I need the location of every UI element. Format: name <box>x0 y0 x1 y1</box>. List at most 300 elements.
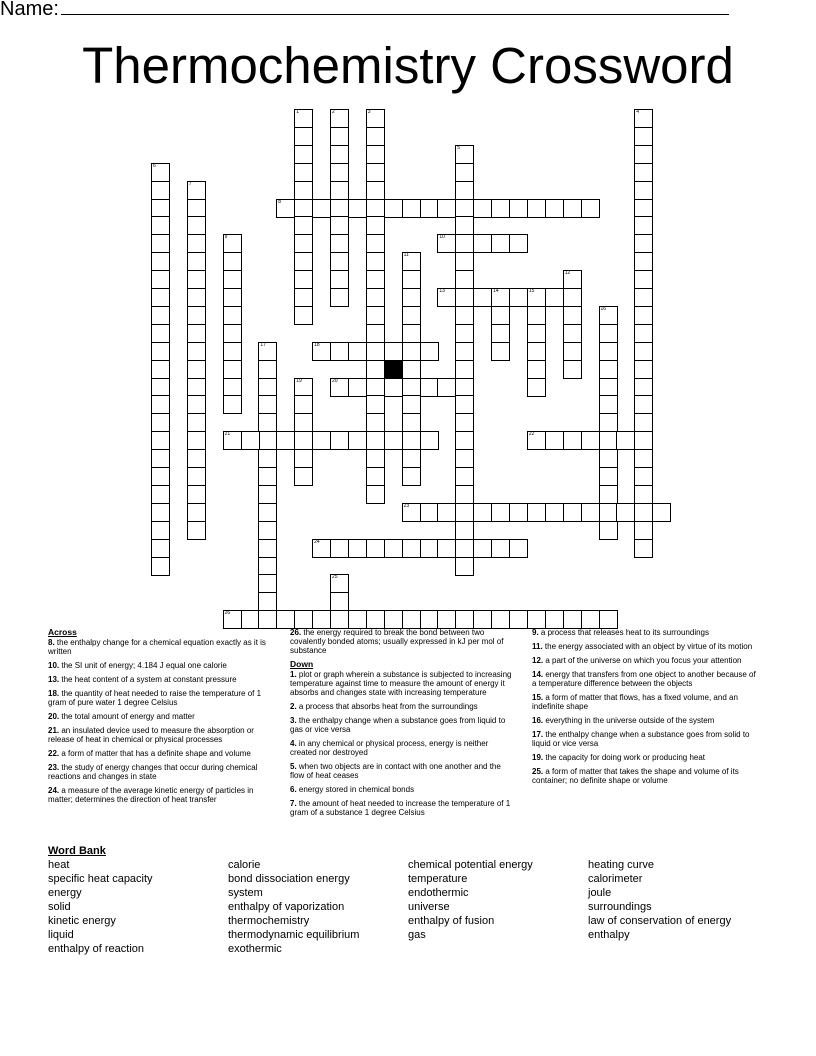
grid-cell[interactable] <box>187 234 206 253</box>
grid-cell[interactable] <box>634 306 653 325</box>
grid-cell[interactable] <box>491 288 510 307</box>
grid-cell[interactable] <box>151 199 170 218</box>
grid-cell[interactable] <box>366 216 385 235</box>
grid-cell[interactable] <box>151 557 170 576</box>
grid-cell[interactable] <box>599 467 618 486</box>
grid-cell[interactable] <box>634 342 653 361</box>
grid-cell[interactable] <box>223 252 242 271</box>
grid-cell[interactable] <box>634 413 653 432</box>
grid-cell[interactable] <box>563 306 582 325</box>
grid-cell[interactable] <box>187 270 206 289</box>
grid-cell[interactable] <box>634 288 653 307</box>
grid-cell[interactable] <box>330 145 349 164</box>
grid-cell[interactable] <box>366 252 385 271</box>
grid-cell[interactable] <box>455 395 474 414</box>
grid-cell[interactable] <box>634 145 653 164</box>
grid-cell[interactable] <box>437 234 456 253</box>
grid-cell[interactable] <box>455 163 474 182</box>
grid-cell[interactable] <box>634 431 653 450</box>
grid-cell[interactable] <box>312 199 331 218</box>
grid-cell[interactable] <box>348 342 367 361</box>
grid-cell[interactable] <box>330 163 349 182</box>
grid-cell[interactable] <box>491 234 510 253</box>
grid-cell[interactable] <box>437 199 456 218</box>
grid-cell[interactable] <box>545 288 564 307</box>
grid-cell[interactable] <box>402 431 421 450</box>
grid-cell[interactable] <box>599 395 618 414</box>
grid-cell[interactable] <box>258 610 277 629</box>
grid-cell[interactable] <box>563 270 582 289</box>
grid-cell[interactable] <box>348 199 367 218</box>
grid-cell[interactable] <box>151 252 170 271</box>
grid-cell[interactable] <box>455 485 474 504</box>
grid-cell[interactable] <box>330 288 349 307</box>
grid-cell[interactable] <box>616 503 635 522</box>
grid-cell[interactable] <box>151 181 170 200</box>
grid-cell[interactable] <box>151 324 170 343</box>
grid-cell[interactable] <box>527 503 546 522</box>
grid-cell[interactable] <box>402 413 421 432</box>
grid-cell[interactable] <box>330 574 349 593</box>
grid-cell[interactable] <box>634 199 653 218</box>
grid-cell[interactable] <box>151 270 170 289</box>
grid-cell[interactable] <box>294 467 313 486</box>
grid-cell[interactable] <box>437 378 456 397</box>
grid-cell[interactable] <box>599 521 618 540</box>
grid-cell[interactable] <box>509 539 528 558</box>
grid-cell[interactable] <box>151 378 170 397</box>
grid-cell[interactable] <box>294 109 313 128</box>
grid-cell[interactable] <box>294 270 313 289</box>
grid-cell[interactable] <box>634 127 653 146</box>
grid-cell[interactable] <box>384 539 403 558</box>
grid-cell[interactable] <box>312 342 331 361</box>
grid-cell[interactable] <box>581 503 600 522</box>
grid-cell[interactable] <box>527 324 546 343</box>
grid-cell[interactable] <box>402 503 421 522</box>
grid-cell[interactable] <box>652 503 671 522</box>
grid-cell[interactable] <box>491 539 510 558</box>
grid-cell[interactable] <box>366 342 385 361</box>
grid-cell[interactable] <box>402 252 421 271</box>
grid-cell[interactable] <box>258 485 277 504</box>
grid-cell[interactable] <box>420 539 439 558</box>
grid-cell[interactable] <box>455 288 474 307</box>
grid-cell[interactable] <box>599 360 618 379</box>
grid-cell[interactable] <box>545 503 564 522</box>
grid-cell[interactable] <box>563 610 582 629</box>
grid-cell[interactable] <box>366 485 385 504</box>
grid-cell[interactable] <box>223 234 242 253</box>
grid-cell[interactable] <box>366 324 385 343</box>
grid-cell[interactable] <box>527 610 546 629</box>
grid-cell[interactable] <box>455 306 474 325</box>
grid-cell[interactable] <box>366 145 385 164</box>
grid-cell[interactable] <box>151 503 170 522</box>
grid-cell[interactable] <box>509 288 528 307</box>
grid-cell[interactable] <box>294 413 313 432</box>
grid-cell[interactable] <box>473 288 492 307</box>
grid-cell[interactable] <box>402 378 421 397</box>
grid-cell[interactable] <box>563 503 582 522</box>
grid-cell[interactable] <box>473 199 492 218</box>
grid-cell[interactable] <box>509 610 528 629</box>
grid-cell[interactable] <box>402 360 421 379</box>
grid-cell[interactable] <box>187 395 206 414</box>
grid-cell[interactable] <box>330 216 349 235</box>
grid-cell[interactable] <box>330 234 349 253</box>
grid-cell[interactable] <box>151 216 170 235</box>
grid-cell[interactable] <box>366 234 385 253</box>
grid-cell[interactable] <box>437 503 456 522</box>
grid-cell[interactable] <box>402 467 421 486</box>
grid-cell[interactable] <box>473 234 492 253</box>
grid-cell[interactable] <box>455 181 474 200</box>
grid-cell[interactable] <box>294 395 313 414</box>
grid-cell[interactable] <box>527 288 546 307</box>
grid-cell[interactable] <box>294 199 313 218</box>
grid-cell[interactable] <box>151 234 170 253</box>
grid-cell[interactable] <box>455 503 474 522</box>
grid-cell[interactable] <box>187 342 206 361</box>
grid-cell[interactable] <box>223 610 242 629</box>
grid-cell[interactable] <box>509 503 528 522</box>
grid-cell[interactable] <box>563 360 582 379</box>
grid-cell[interactable] <box>634 395 653 414</box>
grid-cell[interactable] <box>599 610 618 629</box>
grid-cell[interactable] <box>634 378 653 397</box>
grid-cell[interactable] <box>330 592 349 611</box>
grid-cell[interactable] <box>599 378 618 397</box>
grid-cell[interactable] <box>402 306 421 325</box>
grid-cell[interactable] <box>294 288 313 307</box>
grid-cell[interactable] <box>455 342 474 361</box>
grid-cell[interactable] <box>634 181 653 200</box>
grid-cell[interactable] <box>599 342 618 361</box>
grid-cell[interactable] <box>366 199 385 218</box>
grid-cell[interactable] <box>366 288 385 307</box>
grid-cell[interactable] <box>223 324 242 343</box>
grid-cell[interactable] <box>187 288 206 307</box>
grid-cell[interactable] <box>527 342 546 361</box>
grid-cell[interactable] <box>599 485 618 504</box>
grid-cell[interactable] <box>491 306 510 325</box>
grid-cell[interactable] <box>402 199 421 218</box>
grid-cell[interactable] <box>330 109 349 128</box>
grid-cell[interactable] <box>151 306 170 325</box>
grid-cell[interactable] <box>151 288 170 307</box>
grid-cell[interactable] <box>455 557 474 576</box>
grid-cell[interactable] <box>276 431 295 450</box>
grid-cell[interactable] <box>258 413 277 432</box>
grid-cell[interactable] <box>402 288 421 307</box>
grid-cell[interactable] <box>258 467 277 486</box>
grid-cell[interactable] <box>187 360 206 379</box>
grid-cell[interactable] <box>527 199 546 218</box>
grid-cell[interactable] <box>276 610 295 629</box>
grid-cell[interactable] <box>241 610 260 629</box>
grid-cell[interactable] <box>366 163 385 182</box>
grid-cell[interactable] <box>455 234 474 253</box>
grid-cell[interactable] <box>366 181 385 200</box>
grid-cell[interactable] <box>455 521 474 540</box>
grid-cell[interactable] <box>366 270 385 289</box>
grid-cell[interactable] <box>634 270 653 289</box>
grid-cell[interactable] <box>187 181 206 200</box>
grid-cell[interactable] <box>366 378 385 397</box>
grid-cell[interactable] <box>437 539 456 558</box>
grid-cell[interactable] <box>455 252 474 271</box>
grid-cell[interactable] <box>402 395 421 414</box>
grid-cell[interactable] <box>384 199 403 218</box>
grid-cell[interactable] <box>455 610 474 629</box>
grid-cell[interactable] <box>384 378 403 397</box>
grid-cell[interactable] <box>384 610 403 629</box>
grid-cell[interactable] <box>223 395 242 414</box>
grid-cell[interactable] <box>473 539 492 558</box>
grid-cell[interactable] <box>634 234 653 253</box>
grid-cell[interactable] <box>187 199 206 218</box>
grid-cell[interactable] <box>473 610 492 629</box>
grid-cell[interactable] <box>187 324 206 343</box>
grid-cell[interactable] <box>223 431 242 450</box>
grid-cell[interactable] <box>187 216 206 235</box>
grid-cell[interactable] <box>294 145 313 164</box>
grid-cell[interactable] <box>634 521 653 540</box>
grid-cell[interactable] <box>402 324 421 343</box>
grid-cell[interactable] <box>258 539 277 558</box>
grid-cell[interactable] <box>294 378 313 397</box>
grid-cell[interactable] <box>437 610 456 629</box>
grid-cell[interactable] <box>491 342 510 361</box>
grid-cell[interactable] <box>223 270 242 289</box>
grid-cell[interactable] <box>223 306 242 325</box>
grid-cell[interactable] <box>294 306 313 325</box>
grid-cell[interactable] <box>366 127 385 146</box>
grid-cell[interactable] <box>455 270 474 289</box>
grid-cell[interactable] <box>294 127 313 146</box>
grid-cell[interactable] <box>599 431 618 450</box>
grid-cell[interactable] <box>258 378 277 397</box>
grid-cell[interactable] <box>402 270 421 289</box>
grid-cell[interactable] <box>402 342 421 361</box>
grid-cell[interactable] <box>420 342 439 361</box>
grid-cell[interactable] <box>527 431 546 450</box>
grid-cell[interactable] <box>223 378 242 397</box>
grid-cell[interactable] <box>366 395 385 414</box>
grid-cell[interactable] <box>151 395 170 414</box>
grid-cell[interactable] <box>294 181 313 200</box>
grid-cell[interactable] <box>634 324 653 343</box>
grid-cell[interactable] <box>187 252 206 271</box>
grid-cell[interactable] <box>634 503 653 522</box>
grid-cell[interactable] <box>509 199 528 218</box>
grid-cell[interactable] <box>366 413 385 432</box>
grid-cell[interactable] <box>294 252 313 271</box>
grid-cell[interactable] <box>420 378 439 397</box>
grid-cell[interactable] <box>223 288 242 307</box>
grid-cell[interactable] <box>509 234 528 253</box>
grid-cell[interactable] <box>634 163 653 182</box>
grid-cell[interactable] <box>402 610 421 629</box>
grid-cell[interactable] <box>455 431 474 450</box>
grid-cell[interactable] <box>258 395 277 414</box>
grid-cell[interactable] <box>545 199 564 218</box>
grid-cell[interactable] <box>366 109 385 128</box>
grid-cell[interactable] <box>151 360 170 379</box>
grid-cell[interactable] <box>294 163 313 182</box>
grid-cell[interactable] <box>258 592 277 611</box>
grid-cell[interactable] <box>581 431 600 450</box>
grid-cell[interactable] <box>420 610 439 629</box>
grid-cell[interactable] <box>420 503 439 522</box>
grid-cell[interactable] <box>151 521 170 540</box>
grid-cell[interactable] <box>563 342 582 361</box>
grid-cell[interactable] <box>187 503 206 522</box>
grid-cell[interactable] <box>330 610 349 629</box>
grid-cell[interactable] <box>258 449 277 468</box>
grid-cell[interactable] <box>366 467 385 486</box>
grid-cell[interactable] <box>634 539 653 558</box>
grid-cell[interactable] <box>563 288 582 307</box>
grid-cell[interactable] <box>599 324 618 343</box>
grid-cell[interactable] <box>545 431 564 450</box>
grid-cell[interactable] <box>151 413 170 432</box>
grid-cell[interactable] <box>634 467 653 486</box>
grid-cell[interactable] <box>312 610 331 629</box>
grid-cell[interactable] <box>258 360 277 379</box>
grid-cell[interactable] <box>634 360 653 379</box>
grid-cell[interactable] <box>455 216 474 235</box>
grid-cell[interactable] <box>634 109 653 128</box>
grid-cell[interactable] <box>294 216 313 235</box>
grid-cell[interactable] <box>330 181 349 200</box>
grid-cell[interactable] <box>599 306 618 325</box>
grid-cell[interactable] <box>455 199 474 218</box>
grid-cell[interactable] <box>187 449 206 468</box>
grid-cell[interactable] <box>634 216 653 235</box>
grid-cell[interactable] <box>366 539 385 558</box>
grid-cell[interactable] <box>294 449 313 468</box>
grid-cell[interactable] <box>420 199 439 218</box>
grid-cell[interactable] <box>312 539 331 558</box>
grid-cell[interactable] <box>330 342 349 361</box>
grid-cell[interactable] <box>223 342 242 361</box>
grid-cell[interactable] <box>223 360 242 379</box>
grid-cell[interactable] <box>437 288 456 307</box>
grid-cell[interactable] <box>599 449 618 468</box>
grid-cell[interactable] <box>455 413 474 432</box>
grid-cell[interactable] <box>276 199 295 218</box>
grid-cell[interactable] <box>258 431 277 450</box>
grid-cell[interactable] <box>491 199 510 218</box>
grid-cell[interactable] <box>187 431 206 450</box>
grid-cell[interactable] <box>402 449 421 468</box>
grid-cell[interactable] <box>151 467 170 486</box>
grid-cell[interactable] <box>348 539 367 558</box>
grid-cell[interactable] <box>151 431 170 450</box>
grid-cell[interactable] <box>241 431 260 450</box>
grid-cell[interactable] <box>455 449 474 468</box>
grid-cell[interactable] <box>151 485 170 504</box>
grid-cell[interactable] <box>187 378 206 397</box>
grid-cell[interactable] <box>151 342 170 361</box>
grid-cell[interactable] <box>294 234 313 253</box>
grid-cell[interactable] <box>473 503 492 522</box>
grid-cell[interactable] <box>455 360 474 379</box>
grid-cell[interactable] <box>491 610 510 629</box>
grid-cell[interactable] <box>563 324 582 343</box>
grid-cell[interactable] <box>187 306 206 325</box>
grid-cell[interactable] <box>330 378 349 397</box>
grid-cell[interactable] <box>258 503 277 522</box>
grid-cell[interactable] <box>258 557 277 576</box>
grid-cell[interactable] <box>581 610 600 629</box>
grid-cell[interactable] <box>294 431 313 450</box>
grid-cell[interactable] <box>187 485 206 504</box>
grid-cell[interactable] <box>634 485 653 504</box>
grid-cell[interactable] <box>384 342 403 361</box>
grid-cell[interactable] <box>491 503 510 522</box>
grid-cell[interactable] <box>330 431 349 450</box>
grid-cell[interactable] <box>455 378 474 397</box>
grid-cell[interactable] <box>151 163 170 182</box>
grid-cell[interactable] <box>258 574 277 593</box>
grid-cell[interactable] <box>616 431 635 450</box>
grid-cell[interactable] <box>330 127 349 146</box>
grid-cell[interactable] <box>330 270 349 289</box>
grid-cell[interactable] <box>330 539 349 558</box>
grid-cell[interactable] <box>384 431 403 450</box>
grid-cell[interactable] <box>563 199 582 218</box>
grid-cell[interactable] <box>563 431 582 450</box>
grid-cell[interactable] <box>402 539 421 558</box>
grid-cell[interactable] <box>634 449 653 468</box>
grid-cell[interactable] <box>527 360 546 379</box>
grid-cell[interactable] <box>366 306 385 325</box>
grid-cell[interactable] <box>258 521 277 540</box>
grid-cell[interactable] <box>348 610 367 629</box>
grid-cell[interactable] <box>455 467 474 486</box>
grid-cell[interactable] <box>634 252 653 271</box>
grid-cell[interactable] <box>581 199 600 218</box>
grid-cell[interactable] <box>348 378 367 397</box>
grid-cell[interactable] <box>366 610 385 629</box>
grid-cell[interactable] <box>527 306 546 325</box>
grid-cell[interactable] <box>545 610 564 629</box>
grid-cell[interactable] <box>187 413 206 432</box>
grid-cell[interactable] <box>455 324 474 343</box>
grid-cell[interactable] <box>599 503 618 522</box>
grid-cell[interactable] <box>258 342 277 361</box>
grid-cell[interactable] <box>312 431 331 450</box>
grid-cell[interactable] <box>294 610 313 629</box>
grid-cell[interactable] <box>455 539 474 558</box>
grid-cell[interactable] <box>151 539 170 558</box>
grid-cell[interactable] <box>187 467 206 486</box>
grid-cell[interactable] <box>366 360 385 379</box>
grid-cell[interactable] <box>366 449 385 468</box>
grid-cell[interactable] <box>187 521 206 540</box>
grid-cell[interactable] <box>420 431 439 450</box>
grid-cell[interactable] <box>491 324 510 343</box>
grid-cell[interactable] <box>330 199 349 218</box>
grid-cell[interactable] <box>527 378 546 397</box>
grid-cell[interactable] <box>455 145 474 164</box>
grid-cell[interactable] <box>366 431 385 450</box>
grid-cell[interactable] <box>348 431 367 450</box>
grid-cell[interactable] <box>330 252 349 271</box>
